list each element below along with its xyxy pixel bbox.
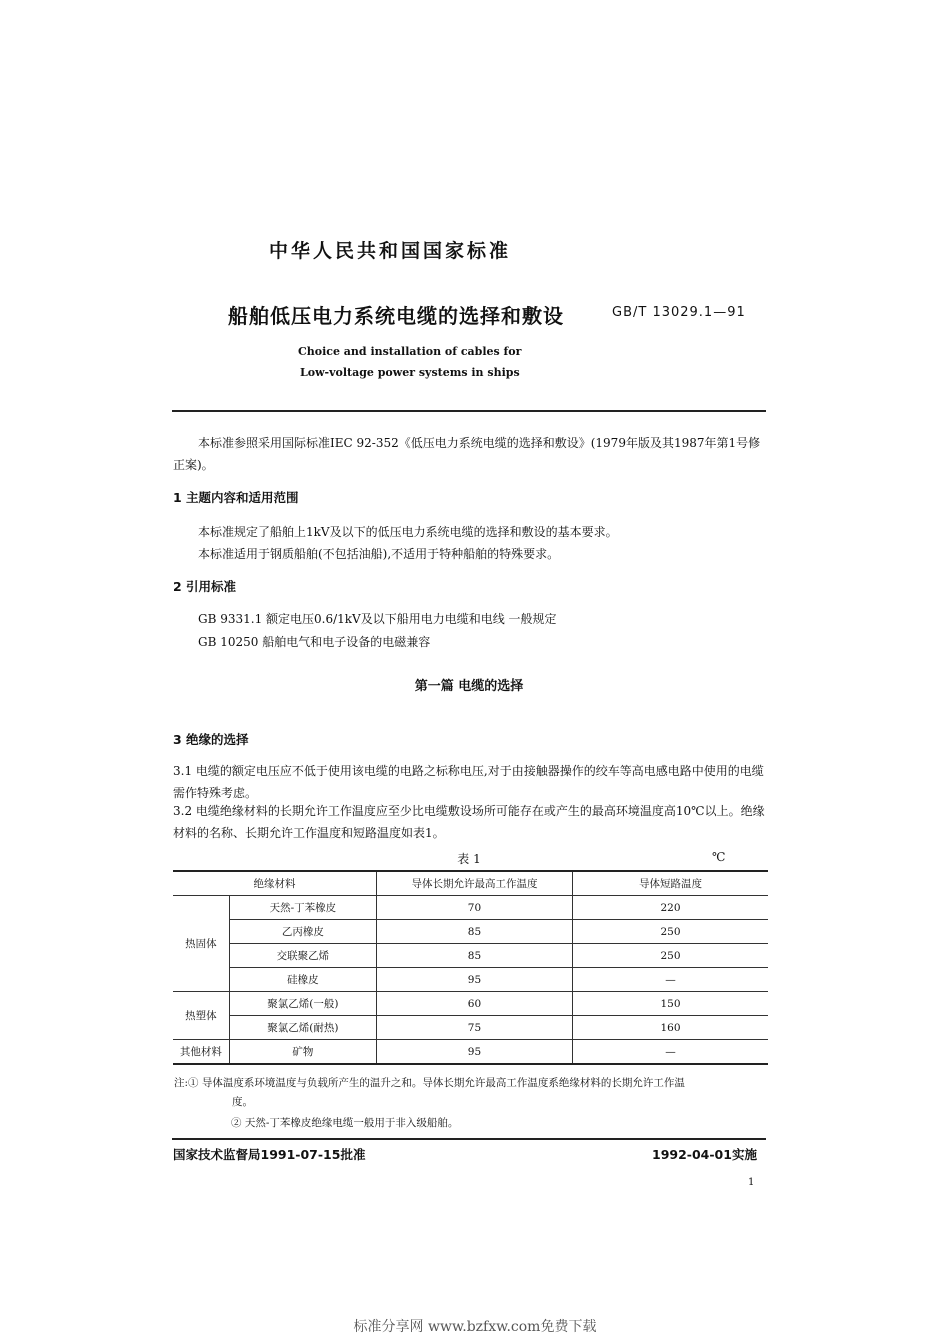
cell-material: 矿物 <box>229 1040 376 1065</box>
group-thermoplastic: 热塑体 <box>173 992 229 1040</box>
header-max-temp: 导体长期允许最高工作温度 <box>376 871 572 896</box>
cell-max-temp: 75 <box>376 1016 572 1040</box>
cell-short-temp: 150 <box>572 992 768 1016</box>
footer-watermark: 标准分享网 www.bzfxw.com免费下载 <box>353 1319 597 1335</box>
standard-code: GB/T 13029.1—91 <box>612 305 746 320</box>
part-title: 第一篇 电缆的选择 <box>414 679 524 694</box>
table-row <box>173 992 768 1016</box>
cell-short-temp: — <box>572 1040 768 1065</box>
table-row <box>173 968 768 992</box>
table-caption: 表 1 <box>457 852 481 866</box>
table-header-row <box>173 871 768 896</box>
section-1-paragraph-1: 本标准规定了船舶上1kV及以下的低压电力系统电缆的选择和敷设的基本要求。 <box>198 525 618 539</box>
approval-line: 国家技术监督局1991-07-15批准 <box>173 1147 366 1162</box>
header-short-temp: 导体短路温度 <box>572 871 768 896</box>
preface-paragraph: 本标准参照采用国际标准IEC 92-352《低压电力系统电缆的选择和敷设》(1979年版及其1987年第1号修正案)。 <box>173 436 761 472</box>
header-material: 绝缘材料 <box>173 871 376 896</box>
section-1-paragraph-2: 本标准适用于钢质船舶(不包括油船),不适用于特种船舶的特殊要求。 <box>198 547 560 561</box>
table-note-2: ② 天然-丁苯橡皮绝缘电缆一般用于非入级船舶。 <box>231 1117 459 1129</box>
table-row <box>173 896 768 920</box>
cell-material: 聚氯乙烯(一般) <box>229 992 376 1016</box>
cell-max-temp: 70 <box>376 896 572 920</box>
document-title-en-line2: Low-voltage power systems in ships <box>300 366 520 379</box>
cell-material: 乙丙橡皮 <box>229 920 376 944</box>
group-other: 其他材料 <box>173 1040 229 1065</box>
table-unit: ℃ <box>712 850 726 864</box>
table-note-1 <box>174 1074 768 1112</box>
cell-short-temp: — <box>572 968 768 992</box>
reference-gb10250: GB 10250 船舶电气和电子设备的电磁兼容 <box>198 635 431 649</box>
cell-max-temp: 95 <box>376 968 572 992</box>
effective-date: 1992-04-01实施 <box>652 1147 757 1162</box>
note-1-line-1: 注:① 导体温度系环境温度与负载所产生的温升之和。导体长期允许最高工作温度系绝缘材料的长期允许工作温 <box>174 1077 685 1089</box>
table-row <box>173 944 768 968</box>
document-title-en-line1: Choice and installation of cables for <box>298 345 522 358</box>
section-1-title: 1 主题内容和适用范围 <box>173 490 299 505</box>
cell-short-temp: 220 <box>572 896 768 920</box>
table-row <box>173 1040 768 1065</box>
national-standard-heading: 中华人民共和国国家标准 <box>268 240 511 262</box>
section-2-title: 2 引用标准 <box>173 579 237 594</box>
note-1-line-2: 度。 <box>232 1096 253 1108</box>
cell-material: 天然-丁苯橡皮 <box>229 896 376 920</box>
cell-max-temp: 85 <box>376 920 572 944</box>
page-number: 1 <box>748 1177 755 1188</box>
clause-3-2: 3.2 电缆绝缘材料的长期允许工作温度应至少比电缆敷设场所可能存在或产生的最高环境温度高10℃以上。绝缘材料的名称、长期允许工作温度和短路温度如表1。 <box>173 804 765 840</box>
cell-short-temp: 250 <box>572 944 768 968</box>
insulation-temperature-table <box>173 870 768 1065</box>
cell-max-temp: 60 <box>376 992 572 1016</box>
cell-material: 交联聚乙烯 <box>229 944 376 968</box>
cell-max-temp: 85 <box>376 944 572 968</box>
top-divider <box>172 410 766 412</box>
cell-material: 聚氯乙烯(耐热) <box>229 1016 376 1040</box>
clause-3-1: 3.1 电缆的额定电压应不低于使用该电缆的电路之标称电压,对于由接触器操作的绞车等高电感电路中使用的电缆需作特殊考虑。 <box>173 764 764 800</box>
table-row <box>173 1016 768 1040</box>
cell-short-temp: 250 <box>572 920 768 944</box>
document-title-cn: 船舶低压电力系统电缆的选择和敷设 <box>228 304 564 328</box>
cell-short-temp: 160 <box>572 1016 768 1040</box>
cell-max-temp: 95 <box>376 1040 572 1065</box>
table-row <box>173 920 768 944</box>
bottom-divider <box>172 1138 766 1140</box>
cell-material: 硅橡皮 <box>229 968 376 992</box>
reference-gb9331: GB 9331.1 额定电压0.6/1kV及以下船用电力电缆和电线 一般规定 <box>198 612 557 626</box>
section-3-title: 3 绝缘的选择 <box>173 732 249 747</box>
group-thermoset: 热固体 <box>173 896 229 992</box>
